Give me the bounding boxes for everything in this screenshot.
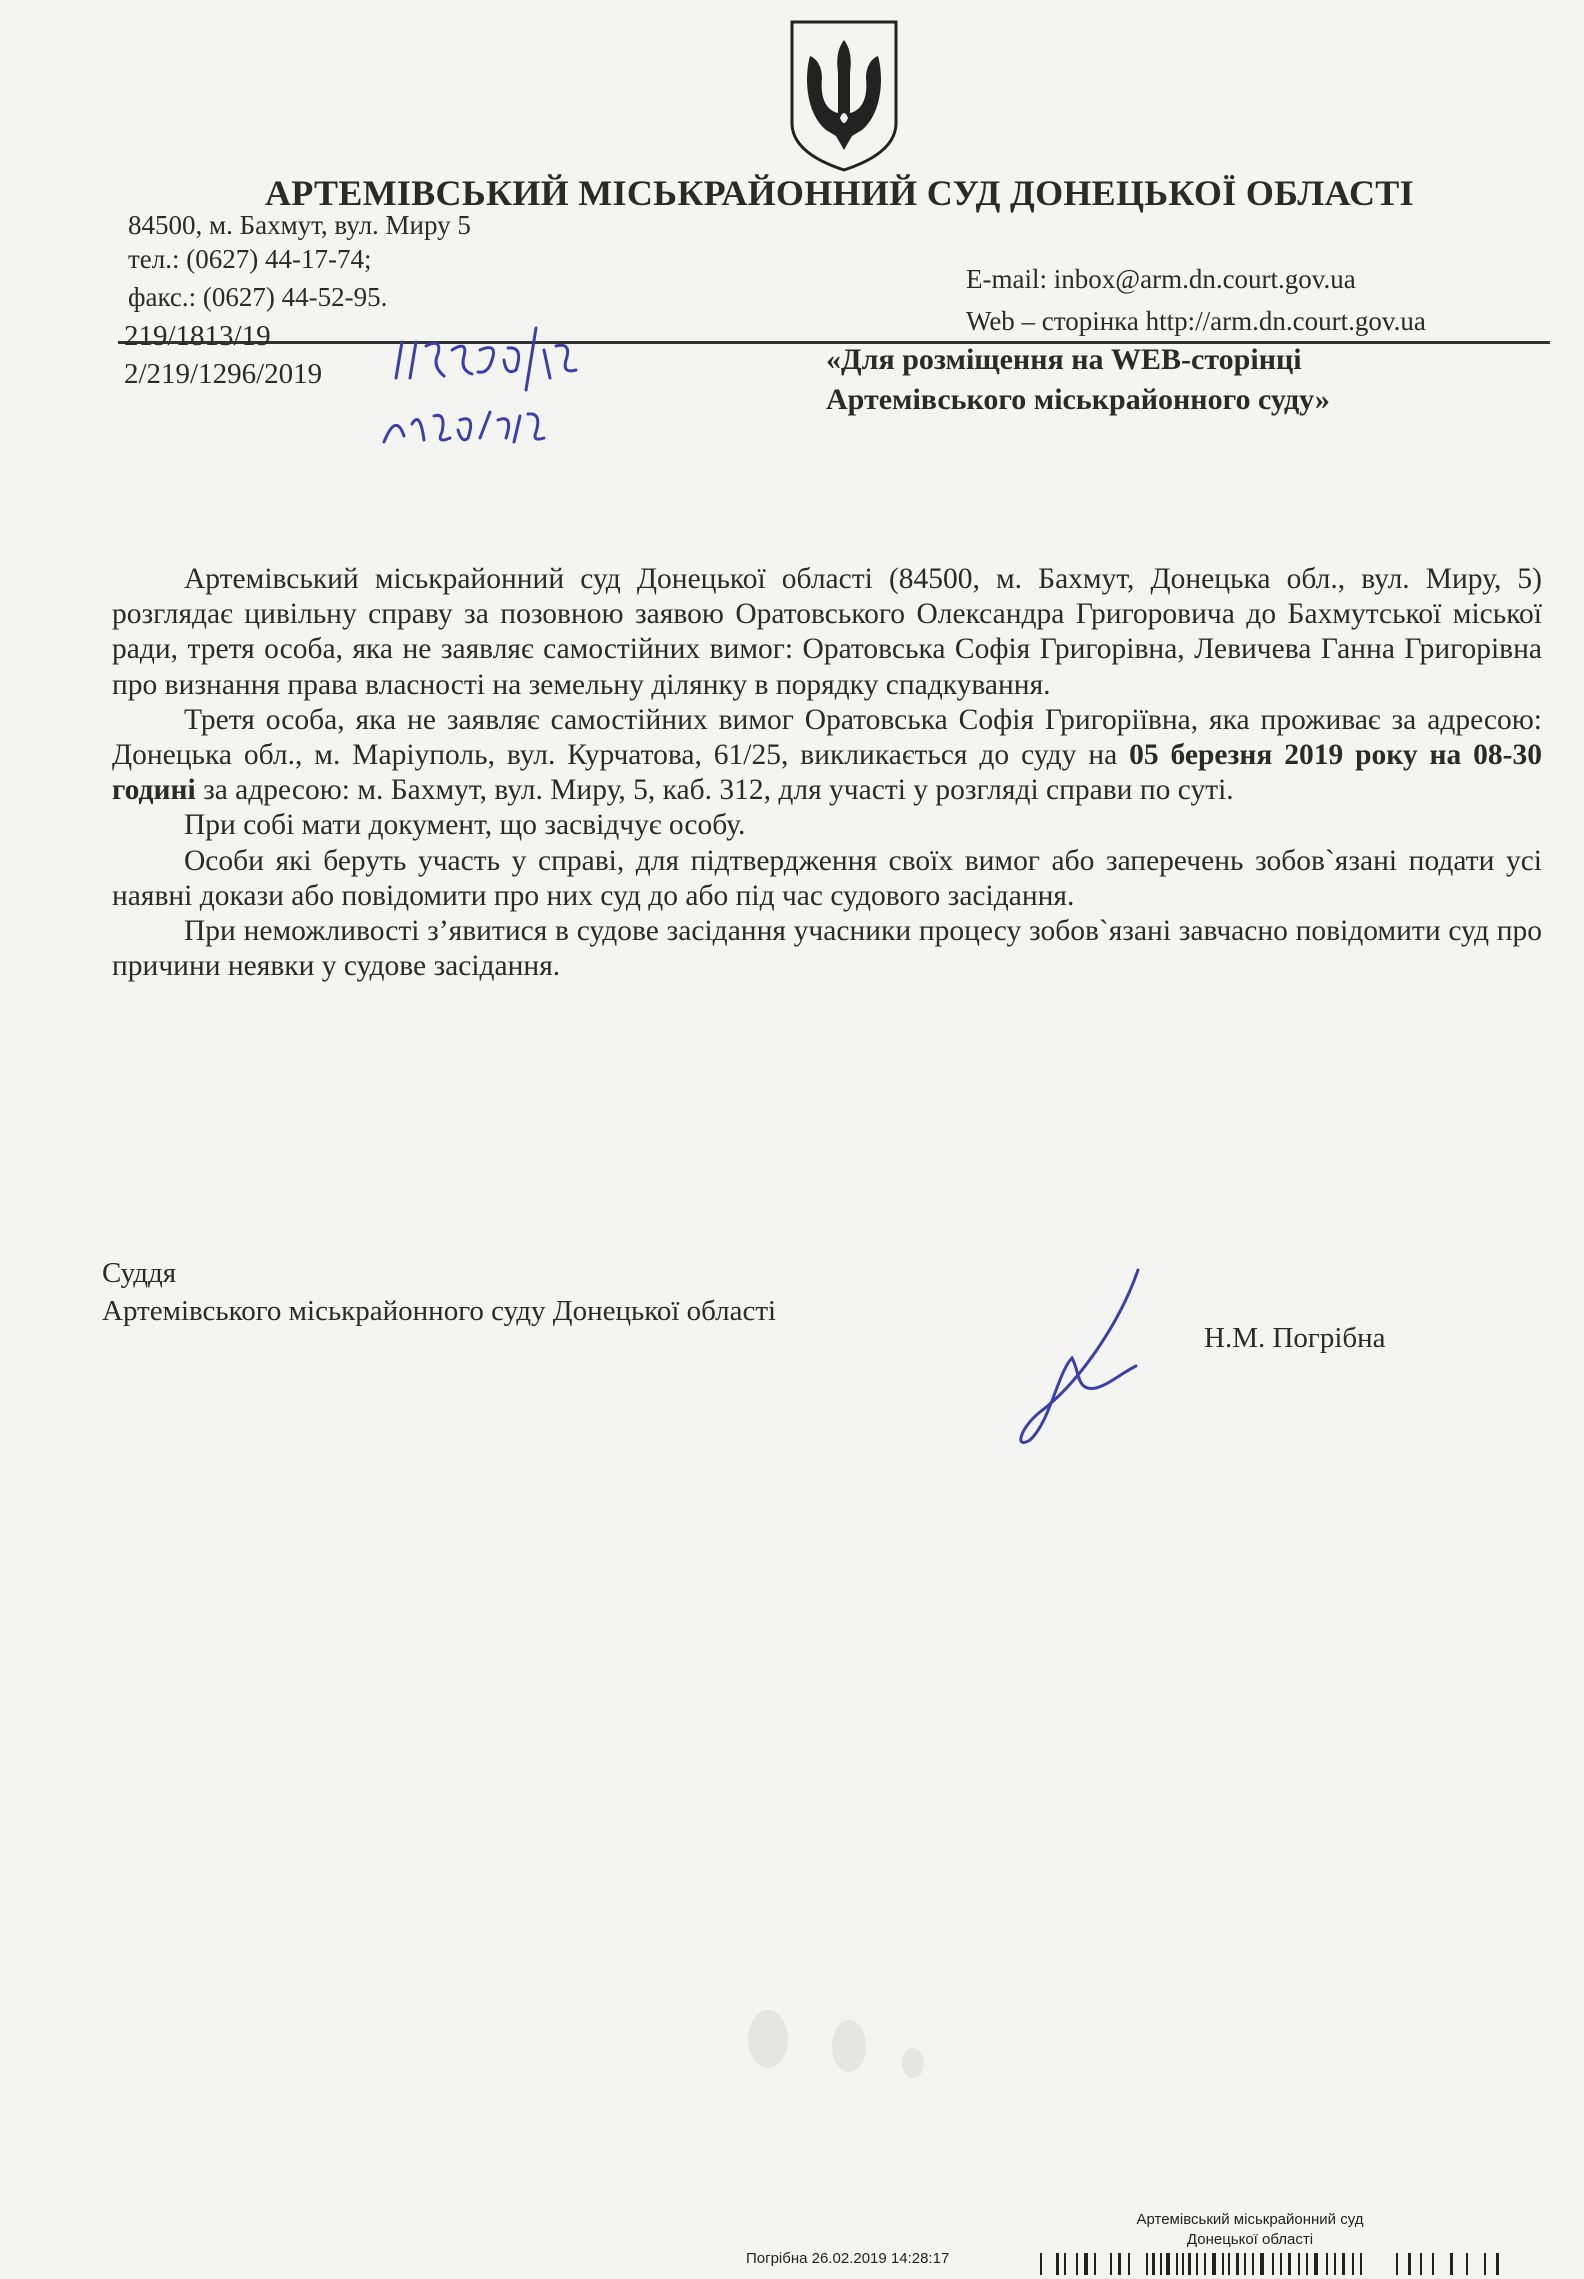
summons-text-start: Третя особа, яка не заявляє самостійних вимог Оратовська Софія Григоріївна, яка проживає за адресою: Донецька обл., м. Маріуполь, вул. Курчатова, 61/25, викликається до суду на bbox=[112, 703, 1542, 772]
signer-block bbox=[102, 1254, 776, 1330]
web-note-line-1: «Для розміщення на WEB-сторінці bbox=[826, 343, 1302, 376]
paragraph-summons bbox=[112, 703, 1542, 809]
case-number-2: 2/219/1296/2019 bbox=[124, 358, 323, 390]
court-email: E-mail: inbox@arm.dn.court.gov.ua bbox=[966, 264, 1356, 294]
summons-body bbox=[112, 562, 1542, 984]
footer-signed-by: Погрібна 26.02.2019 14:28:17 bbox=[746, 2250, 950, 2267]
signer-title: Суддя bbox=[102, 1257, 177, 1289]
judge-signature bbox=[1000, 1262, 1170, 1452]
paragraph-absence: При неможливості з’явитися в судове засідання учасники процесу зобов`язані завчасно повідомити суд про причини неявки у судове засідання. bbox=[112, 915, 1542, 983]
coat-of-arms-icon bbox=[786, 18, 902, 173]
footer-court-stamp bbox=[1100, 2210, 1400, 2250]
court-title: АРТЕМІВСЬКИЙ МІСЬКРАЙОННИЙ СУД ДОНЕЦЬКОЇ ОБЛАСТІ bbox=[265, 173, 1414, 213]
hearing-date: 05 березня 2019 року на 08-30 годині bbox=[112, 739, 1542, 807]
paragraph-case-description: Артемівський міськрайонний суд Донецької області (84500, м. Бахмут, Донецька обл., вул. Миру, 5) розглядає цивільну справу за позовною заявою Оратовського Олександра Григоровича до Бахмутської міської ради, третя особа, яка не заявляє самостійних вимог: Оратовська Софія Григорівна, Левичева Ганна Григорівна про визнання права власності на земельну ділянку в порядку спадкування. bbox=[112, 563, 1542, 701]
footer-court-line-2: Донецької області bbox=[1186, 2231, 1314, 2248]
court-address: 84500, м. Бахмут, вул. Миру 5 bbox=[128, 210, 471, 240]
scan-smudge bbox=[748, 2010, 788, 2068]
judge-name: Н.М. Погрібна bbox=[1204, 1322, 1386, 1354]
handwritten-registration bbox=[376, 320, 646, 460]
court-website: Web – сторінка http://arm.dn.court.gov.ua bbox=[966, 306, 1426, 336]
court-fax: факс.: (0627) 44-52-95. bbox=[128, 282, 388, 312]
web-note-line-2: Артемівського міськрайонного суду» bbox=[826, 383, 1330, 416]
signer-court: Артемівського міськрайонного суду Донецької області bbox=[102, 1295, 777, 1327]
barcode-icon bbox=[1036, 2245, 1506, 2275]
scan-smudge bbox=[902, 2048, 924, 2078]
scan-smudge bbox=[832, 2020, 866, 2072]
paragraph-evidence: Особи які беруть участь у справі, для підтвердження своїх вимог або заперечень зобов`язані подати усі наявні докази або повідомити про них суд до або під час судового засідання. bbox=[112, 844, 1542, 912]
summons-text-end: за адресою: м. Бахмут, вул. Миру, 5, каб. 312, для участі у розгляді справи по суті. bbox=[195, 774, 1234, 807]
paragraph-id-document: При собі мати документ, що засвідчує особу. bbox=[184, 809, 746, 842]
case-number-1: 219/1813/19 bbox=[124, 320, 271, 352]
court-phone: тел.: (0627) 44-17-74; bbox=[128, 244, 372, 274]
web-placement-note bbox=[826, 340, 1526, 420]
footer-court-line-1: Артемівський міськрайонний суд bbox=[1136, 2211, 1364, 2228]
